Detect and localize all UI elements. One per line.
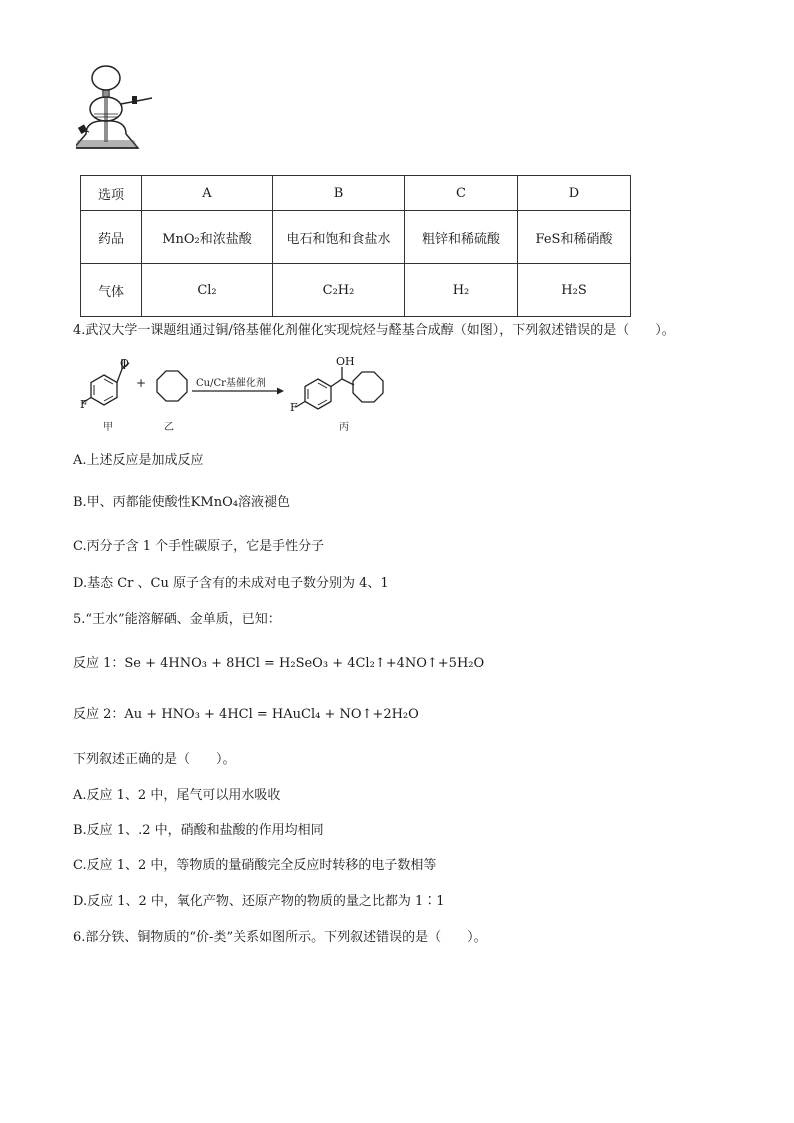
q4-stem: 4.武汉大学一课题组通过铜/铬基催化剂催化实现烷烃与醛基合成醇（如图），下列叙述错误的是（ ）。 <box>73 323 675 338</box>
table-cell: A <box>142 176 273 211</box>
table-cell: D <box>518 176 631 211</box>
options-table <box>80 175 631 317</box>
table-row <box>81 176 631 211</box>
table-row <box>81 211 631 264</box>
molecule-yi <box>157 371 187 401</box>
table-row <box>81 264 631 317</box>
table-head-cell: 选项 <box>81 176 142 211</box>
table-cell: 粗锌和稀硫酸 <box>405 211 518 264</box>
hydroxyl-label: OH <box>336 355 355 368</box>
q5-option-d: D.反应 1、2 中，氧化产物、还原产物的物质的量之比都为 1∶1 <box>73 894 445 909</box>
table-cell: MnO₂和浓盐酸 <box>142 211 273 264</box>
label-bing: 丙 <box>339 422 349 433</box>
molecule-bing <box>296 367 383 409</box>
q5-option-b: B.反应 1、.2 中，硝酸和盐酸的作用均相同 <box>73 823 324 838</box>
table-cell: C₂H₂ <box>273 264 405 317</box>
q5-question: 下列叙述正确的是（ ）。 <box>73 752 236 767</box>
q5-option-a: A.反应 1、2 中，尾气可以用水吸收 <box>73 788 281 803</box>
table-cell: B <box>273 176 405 211</box>
label-yi: 乙 <box>164 422 174 433</box>
kipp-apparatus-figure <box>76 62 166 162</box>
q4-option-d: D.基态 Cr 、Cu 原子含有的未成对电子数分别为 4、1 <box>73 576 389 591</box>
table-head-cell: 气体 <box>81 264 142 317</box>
table-cell: C <box>405 176 518 211</box>
q6-stem: 6.部分铁、铜物质的“价-类”关系如图所示。下列叙述错误的是（ ）。 <box>73 930 487 945</box>
table-cell: H₂S <box>518 264 631 317</box>
table-cell: FeS和稀硝酸 <box>518 211 631 264</box>
oxygen-label: O <box>120 357 130 370</box>
label-jia: 甲 <box>103 422 113 433</box>
q5-stem: 5.“王水”能溶解硒、金单质，已知： <box>73 612 281 627</box>
q4-option-a: A.上述反应是加成反应 <box>73 453 204 468</box>
table-cell: 电石和饱和食盐水 <box>273 211 405 264</box>
table-cell: Cl₂ <box>142 264 273 317</box>
q5-reaction-2: 反应 2：Au + HNO₃ + 4HCl = HAuCl₄ + NO↑+2H₂O <box>73 707 419 722</box>
fluorine-label-bing: F <box>290 401 298 414</box>
catalyst-label: Cu/Cr基催化剂 <box>196 378 266 389</box>
q5-option-c: C.反应 1、2 中，等物质的量硝酸完全反应时转移的电子数相等 <box>73 858 437 873</box>
plus-sign: + <box>136 376 147 390</box>
q4-option-b: B.甲、丙都能使酸性KMnO₄溶液褪色 <box>73 495 290 510</box>
q5-reaction-1: 反应 1：Se + 4HNO₃ + 8HCl = H₂SeO₃ + 4Cl₂↑+4NO↑+5H₂O <box>73 656 485 671</box>
table-head-cell: 药品 <box>81 211 142 264</box>
fluorine-label-jia: F <box>80 398 88 411</box>
q4-option-c: C.丙分子含 1 个手性碳原子，它是手性分子 <box>73 539 325 554</box>
table-cell: H₂ <box>405 264 518 317</box>
